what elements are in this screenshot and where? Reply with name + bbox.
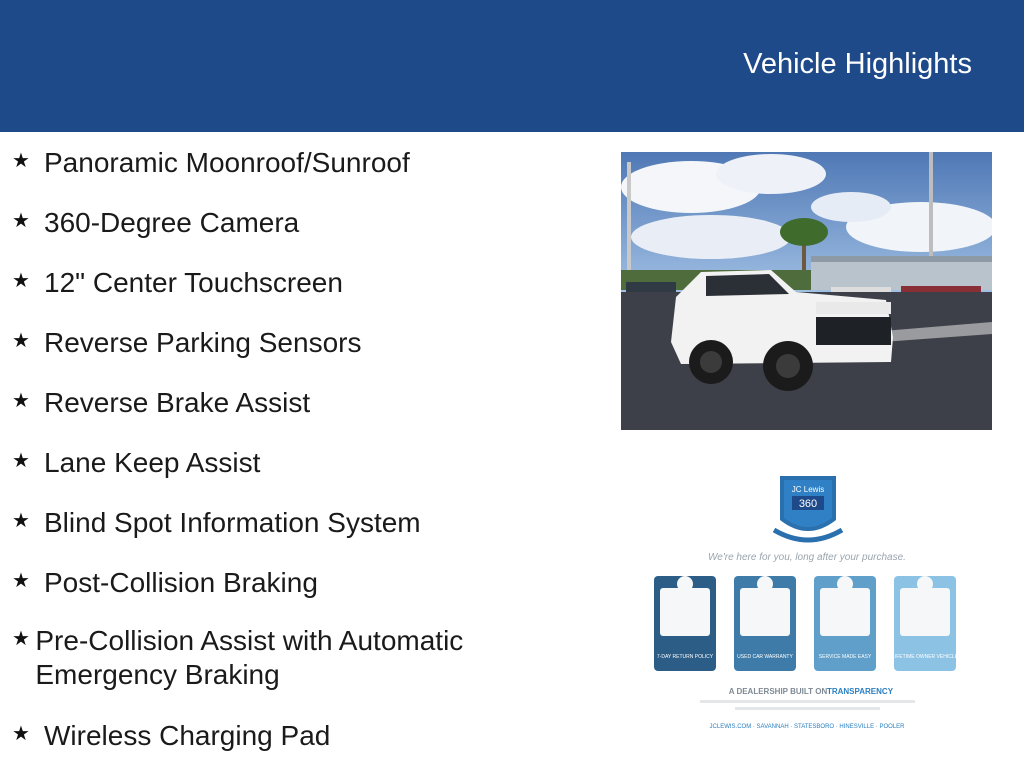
feature-item xyxy=(12,326,572,360)
feature-text: Lane Keep Assist xyxy=(44,447,261,478)
feature-item xyxy=(12,266,572,300)
feature-text: Wireless Charging Pad xyxy=(44,720,331,751)
star-icon: ★ xyxy=(12,450,30,472)
header-bar xyxy=(0,0,1024,132)
promo-footer: JCLEWIS.COM · SAVANNAH · STATESBORO · HINESVILLE · POOLER xyxy=(709,724,905,730)
star-icon: ★ xyxy=(12,210,30,232)
promo-tagline: We're here for you, long after your purchase. xyxy=(708,552,906,563)
vehicle-photo-graphic xyxy=(621,152,992,430)
promo-card xyxy=(654,576,716,671)
dealership-promo xyxy=(640,470,975,740)
feature-item xyxy=(12,206,572,240)
feature-item xyxy=(12,386,572,420)
star-icon: ★ xyxy=(12,270,30,292)
feature-text: Post-Collision Braking xyxy=(44,567,318,598)
promo-card-label: 7-DAY RETURN POLICY xyxy=(656,654,714,660)
feature-item xyxy=(12,446,572,480)
feature-text: 360-Degree Camera xyxy=(44,207,300,238)
feature-text: Pre-Collision Assist with Automatic Emergency Braking xyxy=(35,625,464,690)
promo-heading: A DEALERSHIP BUILT ON xyxy=(728,687,828,696)
feature-item xyxy=(12,506,572,540)
promo-card-label: USED CAR WARRANTY xyxy=(737,654,793,660)
star-icon: ★ xyxy=(12,510,30,532)
promo-card-label: LIFETIME OWNER VEHICLE xyxy=(892,654,958,660)
promo-logo-text: JC Lewis xyxy=(791,485,825,494)
feature-text: Reverse Parking Sensors xyxy=(44,327,362,358)
feature-item xyxy=(12,624,532,692)
star-icon: ★ xyxy=(12,390,30,412)
star-icon: ★ xyxy=(12,150,30,172)
feature-item xyxy=(12,719,572,753)
star-icon: ★ xyxy=(12,723,30,745)
feature-text: 12" Center Touchscreen xyxy=(44,267,343,298)
feature-item xyxy=(12,566,572,600)
promo-heading-highlight: TRANSPARENCY xyxy=(826,687,894,696)
promo-card xyxy=(892,576,959,671)
promo-badge: 360 xyxy=(798,498,818,510)
feature-text: Reverse Brake Assist xyxy=(44,387,311,418)
star-icon: ★ xyxy=(12,330,30,352)
feature-text: Blind Spot Information System xyxy=(44,507,421,538)
vehicle-photo xyxy=(621,152,992,430)
feature-text: Panoramic Moonroof/Sunroof xyxy=(44,147,410,178)
star-icon: ★ xyxy=(12,628,30,650)
promo-card xyxy=(734,576,796,671)
promo-graphic xyxy=(640,470,975,740)
promo-card-label: SERVICE MADE EASY xyxy=(818,654,872,660)
feature-item xyxy=(12,146,572,180)
star-icon: ★ xyxy=(12,570,30,592)
promo-card xyxy=(814,576,876,671)
page-title: Vehicle Highlights xyxy=(743,48,972,80)
